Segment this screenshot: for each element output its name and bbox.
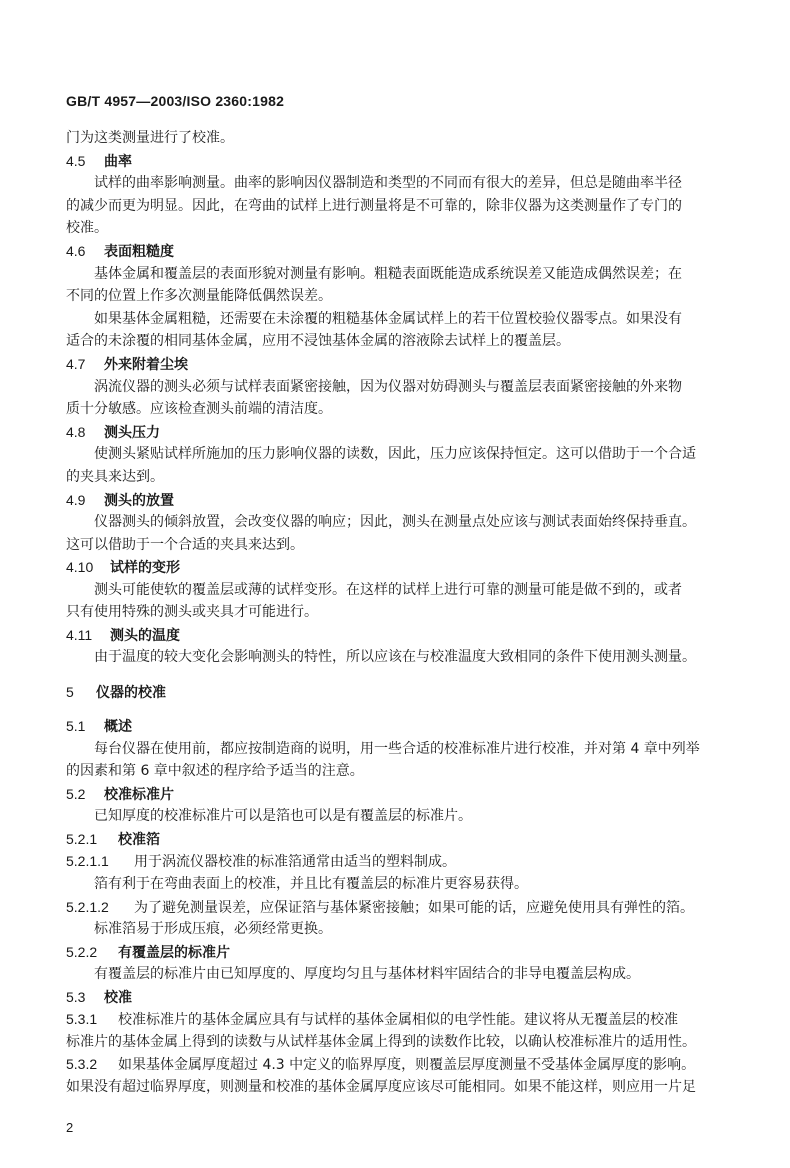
- text-line: 标准箔易于形成压痕，必须经常更换。: [94, 921, 332, 937]
- section-heading-4-8: [66, 422, 160, 443]
- section-number: 5.3.1: [66, 1011, 98, 1027]
- section-title: 概述: [104, 719, 132, 735]
- section-title: 外来附着尘埃: [104, 357, 188, 373]
- chapter-heading-5: [66, 682, 166, 703]
- section-heading-5-2-2: [66, 942, 230, 963]
- section-title: 测头的温度: [110, 628, 180, 644]
- section-number: 5.3.2: [66, 1056, 98, 1072]
- section-number: 5.2: [66, 786, 86, 802]
- section-number: 4.5: [66, 153, 86, 169]
- section-heading-4-10: [66, 557, 180, 578]
- section-number: 5.1: [66, 718, 86, 734]
- text-line: 校准。: [66, 220, 108, 236]
- section-heading-5-3: [66, 987, 132, 1008]
- section-number: 5: [66, 684, 74, 700]
- clause-5-3-2: [66, 1054, 695, 1075]
- section-title: 试样的变形: [110, 560, 180, 576]
- section-number: 4.6: [66, 243, 86, 259]
- text-line: 已知厚度的校准标准片可以是箔也可以是有覆盖层的标准片。: [94, 808, 472, 824]
- section-heading-4-9: [66, 490, 174, 511]
- section-number: 4.8: [66, 424, 86, 440]
- section-title: 表面粗糙度: [104, 244, 174, 260]
- page-number: 2: [66, 1120, 74, 1135]
- section-number: 5.2.2: [66, 944, 98, 960]
- section-title: 校准标准片: [104, 787, 174, 803]
- section-title: 仪器的校准: [96, 685, 166, 701]
- section-number: 4.10: [66, 559, 94, 575]
- clause-text: 为了避免测量误差，应保证箔与基体紧密接触；如果可能的话，应避免使用具有弹性的箔。: [134, 900, 694, 916]
- text-line: 基体金属和覆盖层的表面形貌对测量有影响。粗糙表面既能造成系统误差又能造成偶然误差；在: [94, 266, 682, 282]
- text-line: 仪器测头的倾斜放置，会改变仪器的响应；因此，测头在测量点处应该与测试表面始终保持垂直。: [94, 514, 696, 530]
- section-title: 校准: [104, 990, 132, 1006]
- section-title: 校准箔: [118, 832, 160, 848]
- text-line: 的减少而更为明显。因此，在弯曲的试样上进行测量将是不可靠的，除非仪器为这类测量作了专门的: [66, 198, 682, 214]
- text-line: 每台仪器在使用前，都应按制造商的说明，用一些合适的校准标准片进行校准，并对第 4 章中列举: [94, 741, 700, 757]
- clause-text: 用于涡流仪器校准的标准箔通常由适当的塑料制成。: [134, 854, 456, 870]
- text-line: 的因素和第 6 章中叙述的程序给予适当的注意。: [66, 763, 364, 779]
- section-heading-4-7: [66, 354, 188, 375]
- section-number: 5.2.1.1: [66, 853, 109, 869]
- section-number: 4.11: [66, 627, 93, 643]
- text-line: 如果基体金属粗糙，还需要在未涂覆的粗糙基体金属试样上的若干位置校验仪器零点。如果没有: [94, 311, 682, 327]
- section-heading-5-2: [66, 784, 174, 805]
- text-line: 如果没有超过临界厚度，则测量和校准的基体金属厚度应该尽可能相同。如果不能这样，则应用一片足: [66, 1079, 696, 1095]
- section-heading-5-2-1: [66, 829, 160, 850]
- clause-5-2-1-2: [66, 897, 694, 918]
- section-number: 5.3: [66, 989, 86, 1005]
- text-line: 不同的位置上作多次测量能降低偶然误差。: [66, 288, 332, 304]
- section-number: 5.2.1.2: [66, 899, 109, 915]
- section-heading-4-11: [66, 625, 180, 646]
- text-line: 涡流仪器的测头必须与试样表面紧密接触，因为仪器对妨碍测头与覆盖层表面紧密接触的外来物: [94, 379, 682, 395]
- section-heading-5-1: [66, 716, 132, 737]
- text-line: 只有使用特殊的测头或夹具才可能进行。: [66, 604, 318, 620]
- text-line: 质十分敏感。应该检查测头前端的清洁度。: [66, 401, 332, 417]
- clause-text: 如果基体金属厚度超过 4.3 中定义的临界厚度，则覆盖层厚度测量不受基体金属厚度的影响。: [118, 1057, 696, 1073]
- text-line: 试样的曲率影响测量。曲率的影响因仪器制造和类型的不同而有很大的差异，但总是随曲率半径: [94, 175, 682, 191]
- text-line: 门为这类测量进行了校准。: [66, 130, 234, 146]
- clause-5-3-1: [66, 1009, 678, 1030]
- text-line: 适合的未涂覆的相同基体金属，应用不浸蚀基体金属的溶液除去试样上的覆盖层。: [66, 333, 570, 349]
- text-line: 有覆盖层的标准片由已知厚度的、厚度均匀且与基体材料牢固结合的非导电覆盖层构成。: [94, 966, 640, 982]
- text-line: 标准片的基体金属上得到的读数与从试样基体金属上得到的读数作比较，以确认校准标准片的适用性。: [66, 1034, 696, 1050]
- text-line: 由于温度的较大变化会影响测头的特性，所以应该在与校准温度大致相同的条件下使用测头测量。: [94, 649, 696, 665]
- clause-text: 校准标准片的基体金属应具有与试样的基体金属相似的电学性能。建议将从无覆盖层的校准: [118, 1012, 678, 1028]
- section-number: 5.2.1: [66, 831, 98, 847]
- section-number: 4.9: [66, 492, 86, 508]
- section-title: 测头的放置: [104, 493, 174, 509]
- section-title: 有覆盖层的标准片: [118, 945, 230, 961]
- section-title: 测头压力: [104, 425, 160, 441]
- section-title: 曲率: [104, 154, 132, 170]
- section-heading-4-6: [66, 241, 174, 262]
- standard-number: GB/T 4957—2003/ISO 2360:1982: [66, 93, 285, 109]
- text-line: 的夹具来达到。: [66, 469, 164, 485]
- text-line: 这可以借助于一个合适的夹具来达到。: [66, 537, 304, 553]
- clause-5-2-1-1: [66, 851, 456, 872]
- section-heading-4-5: [66, 151, 132, 172]
- text-line: 测头可能使软的覆盖层或薄的试样变形。在这样的试样上进行可靠的测量可能是做不到的，或者: [94, 582, 682, 598]
- text-line: 使测头紧贴试样所施加的压力影响仪器的读数，因此，压力应该保持恒定。这可以借助于一个合适: [94, 446, 696, 462]
- text-line: 箔有利于在弯曲表面上的校准，并且比有覆盖层的标准片更容易获得。: [94, 876, 528, 892]
- section-number: 4.7: [66, 356, 86, 372]
